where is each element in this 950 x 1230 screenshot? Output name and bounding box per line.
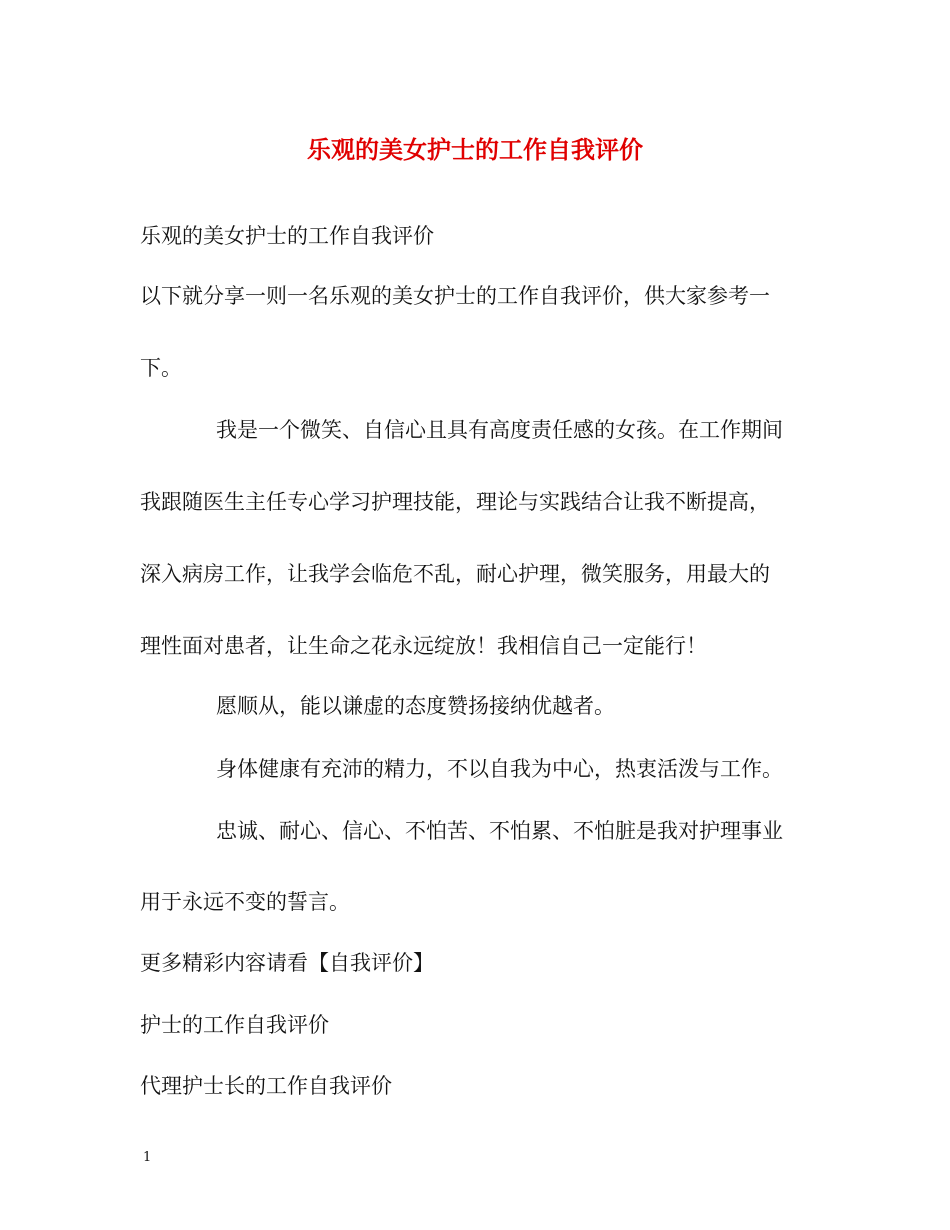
- paragraph-1-line-1: 我是一个微笑、自信心且具有高度责任感的女孩。在工作期间: [216, 418, 783, 442]
- paragraph-4-line-2: 用于永远不变的誓言。: [140, 890, 350, 914]
- intro-line-1: 以下就分享一则一名乐观的美女护士的工作自我评价，供大家参考一: [140, 284, 770, 308]
- paragraph-1-line-4: 理性面对患者，让生命之花永远绽放！我相信自己一定能行！: [140, 634, 707, 658]
- related-link-2: 代理护士长的工作自我评价: [140, 1074, 392, 1098]
- paragraph-2-line: 愿顺从，能以谦虚的态度赞扬接纳优越者。: [216, 694, 615, 718]
- page-number: 1: [143, 1150, 152, 1165]
- related-link-1: 护士的工作自我评价: [140, 1013, 329, 1037]
- paragraph-1-line-2: 我跟随医生主任专心学习护理技能，理论与实践结合让我不断提高，: [140, 490, 770, 514]
- paragraph-3-line: 身体健康有充沛的精力，不以自我为中心，热衷活泼与工作。: [216, 757, 783, 781]
- related-heading-line: 更多精彩内容请看【自我评价】: [140, 951, 434, 975]
- paragraph-4-line-1: 忠诚、耐心、信心、不怕苦、不怕累、不怕脏是我对护理事业: [216, 819, 783, 843]
- intro-line-2: 下。: [140, 356, 182, 380]
- document-title: 乐观的美女护士的工作自我评价: [307, 135, 643, 164]
- intro-title-line: 乐观的美女护士的工作自我评价: [140, 224, 434, 248]
- paragraph-1-line-3: 深入病房工作，让我学会临危不乱，耐心护理，微笑服务，用最大的: [140, 562, 770, 586]
